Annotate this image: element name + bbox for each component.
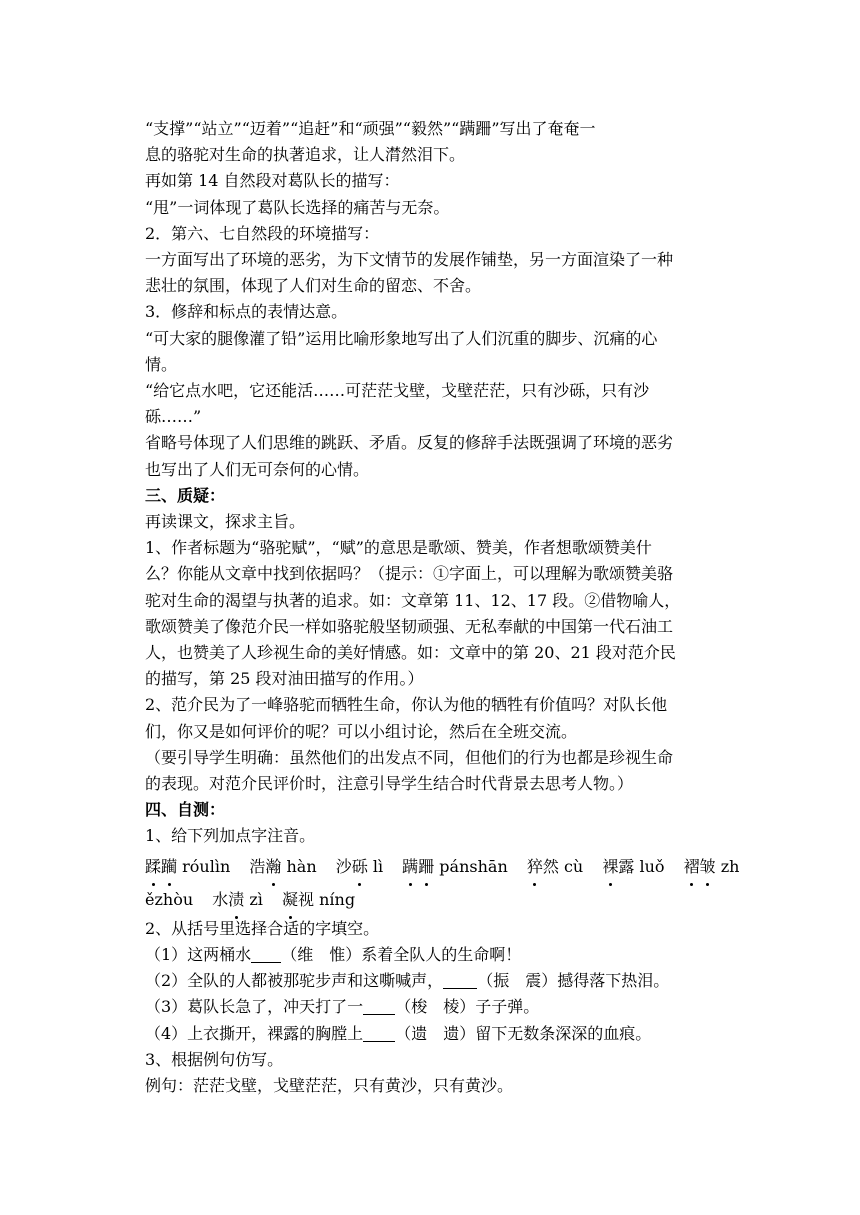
- plain-char: 然: [542, 856, 559, 876]
- plain-char: 浩: [249, 856, 266, 876]
- fill-blank[interactable]: [363, 997, 395, 1015]
- word-hao-han: [249, 857, 281, 876]
- text-line: 们，你又是如何评价的呢？可以小组讨论，然后在全班交流。: [145, 721, 578, 741]
- question-pinyin: 1、给下列加点字注音。: [145, 826, 316, 846]
- text-line: 再读课文，探求主旨。: [145, 512, 306, 532]
- text-line: 情。: [145, 354, 178, 374]
- question-rewrite: 3、根据例句仿写。: [145, 1049, 284, 1069]
- dotted-char: 凝: [282, 883, 298, 916]
- fill-item: [145, 994, 725, 1020]
- fill-blank[interactable]: [443, 971, 477, 989]
- text-line: 再如第 14 自然段对葛队长的描写：: [145, 171, 400, 191]
- fill-suffix: （遗 遗）留下无数条深深的血痕。: [395, 1023, 652, 1043]
- fill-suffix: （振 震）撼得落下热泪。: [477, 971, 670, 991]
- pinyin-row-1: [145, 850, 740, 883]
- fill-item: [145, 1021, 725, 1047]
- text-line: 息的骆驼对生命的执著追求，让人潸然泪下。: [145, 145, 466, 165]
- dotted-char: 皱: [700, 850, 716, 883]
- pinyin-text: hàn: [286, 856, 317, 876]
- word-ning-shi: [282, 890, 314, 909]
- dotted-char: 猝: [527, 850, 543, 883]
- text-line: 也写出了人们无可奈何的心情。: [145, 459, 370, 479]
- plain-char: 视: [298, 889, 315, 909]
- text-line: 的描写，第 25 段对油田描写的作用。）: [145, 669, 424, 689]
- word-luo-lu: [602, 857, 634, 876]
- word-shui-zi: [212, 890, 244, 909]
- text-line: 驼对生命的渴望与执著的追求。如：文章第 11、12、17 段。②借物喻人，: [145, 590, 681, 610]
- text-line: （要引导学生明确：虽然他们的出发点不同，但他们的行为也都是珍视生命: [145, 747, 674, 767]
- dotted-char: 蹂: [145, 850, 161, 883]
- text-line: 2．第六、七自然段的环境描写：: [145, 223, 380, 243]
- pinyin-text: cù: [563, 856, 584, 876]
- word-rou-lin: [145, 857, 177, 876]
- pinyin-text: róulìn: [182, 856, 231, 876]
- dotted-char: 渍: [228, 883, 244, 916]
- fill-suffix: （梭 棱）子子弹。: [395, 997, 540, 1017]
- example-sentence: 例句：茫茫戈壁，戈壁茫茫，只有黄沙，只有黄沙。: [145, 1075, 514, 1095]
- dotted-char: 裸: [602, 850, 618, 883]
- dotted-char: 瀚: [265, 850, 281, 883]
- pinyin-text: lì: [372, 856, 384, 876]
- question-fill: 2、从括号里选择合适的字填空。: [145, 918, 380, 938]
- document-page: [145, 116, 740, 1099]
- plain-char: 水: [212, 889, 229, 909]
- fill-prefix: （1）这两桶水: [145, 944, 252, 964]
- text-line: 的表现。对范介民评价时，注意引导学生结合时代背景去思考人物。）: [145, 774, 634, 794]
- dotted-char: 砾: [352, 850, 368, 883]
- dotted-char: 蹒: [402, 850, 418, 883]
- text-line: “甩”一词体现了葛队长选择的痛苦与无奈。: [145, 197, 450, 217]
- text-line: 省略号体现了人们思维的跳跃、矛盾。反复的修辞手法既强调了环境的恶劣: [145, 433, 674, 453]
- pinyin-text: pánshān: [439, 856, 508, 876]
- fill-prefix: （4）上衣撕开，裸露的胸膛上: [145, 1023, 364, 1043]
- text-line: 么？你能从文章中找到依据吗？（提示：①字面上，可以理解为歌颂赞美骆: [145, 564, 674, 584]
- text-line: 人，也赞美了人珍视生命的美好情感。如：文章中的第 20、21 段对范介民: [145, 643, 676, 663]
- plain-char: 沙: [335, 856, 352, 876]
- text-line: “给它点水吧，它还能活……可茫茫戈壁，戈壁茫茫，只有沙砾，只有沙: [145, 381, 650, 401]
- text-line: 1、作者标题为“骆驼赋”，“赋”的意思是歌颂、赞美，作者想歌颂赞美什: [145, 538, 652, 558]
- text-line: 2、范介民为了一峰骆驼而牺牲生命，你认为他的牺牲有价值吗？对队长他: [145, 695, 668, 715]
- pinyin-row-2: [145, 883, 725, 916]
- pinyin-text: ězhòu: [145, 889, 194, 909]
- word-sha-li: [336, 857, 368, 876]
- fill-prefix: （2）全队的人都被那驼步声和这嘶喊声，: [145, 971, 444, 991]
- text-line: 一方面写出了环境的恶劣，为下文情节的发展作铺垫，另一方面渲染了一种: [145, 250, 674, 270]
- pinyin-text: zì: [249, 889, 263, 909]
- fill-blank[interactable]: [251, 945, 281, 963]
- word-cu-ran: [527, 857, 559, 876]
- word-zhe-zhou: [684, 857, 716, 876]
- plain-char: 露: [618, 856, 635, 876]
- pinyin-text: zh: [720, 856, 740, 876]
- text-line: 3．修辞和标点的表情达意。: [145, 302, 348, 322]
- text-line: “可大家的腿像灌了铅”运用比喻形象地写出了人们沉重的脚步、沉痛的心: [145, 328, 658, 348]
- fill-prefix: （3）葛队长急了，冲天打了一: [145, 997, 364, 1017]
- text-line: 歌颂赞美了像范介民一样如骆驼般坚韧顽强、无私奉献的中国第一代石油工: [145, 616, 674, 636]
- fill-item: [145, 968, 725, 994]
- fill-blank[interactable]: [363, 1024, 395, 1042]
- dotted-char: 褶: [684, 850, 700, 883]
- text-line: “支撑”“站立”“迈着”“追赶”和“顽强”“毅然”“蹒跚”写出了奄奄一: [145, 119, 596, 138]
- fill-item: [145, 942, 725, 968]
- fill-suffix: （维 惟）系着全队人的生命啊！: [281, 944, 522, 964]
- dotted-char: 跚: [418, 850, 434, 883]
- dotted-char: 躏: [161, 850, 177, 883]
- pinyin-text: luǒ: [639, 856, 665, 876]
- section-heading-questions: 三、质疑：: [145, 485, 226, 505]
- text-line: 砾……”: [145, 407, 202, 427]
- section-heading-self-test: 四、自测：: [145, 800, 226, 820]
- word-pan-shan: [402, 857, 434, 876]
- pinyin-text: níng: [319, 889, 356, 909]
- text-line: 悲壮的氛围，体现了人们对生命的留恋、不舍。: [145, 276, 482, 296]
